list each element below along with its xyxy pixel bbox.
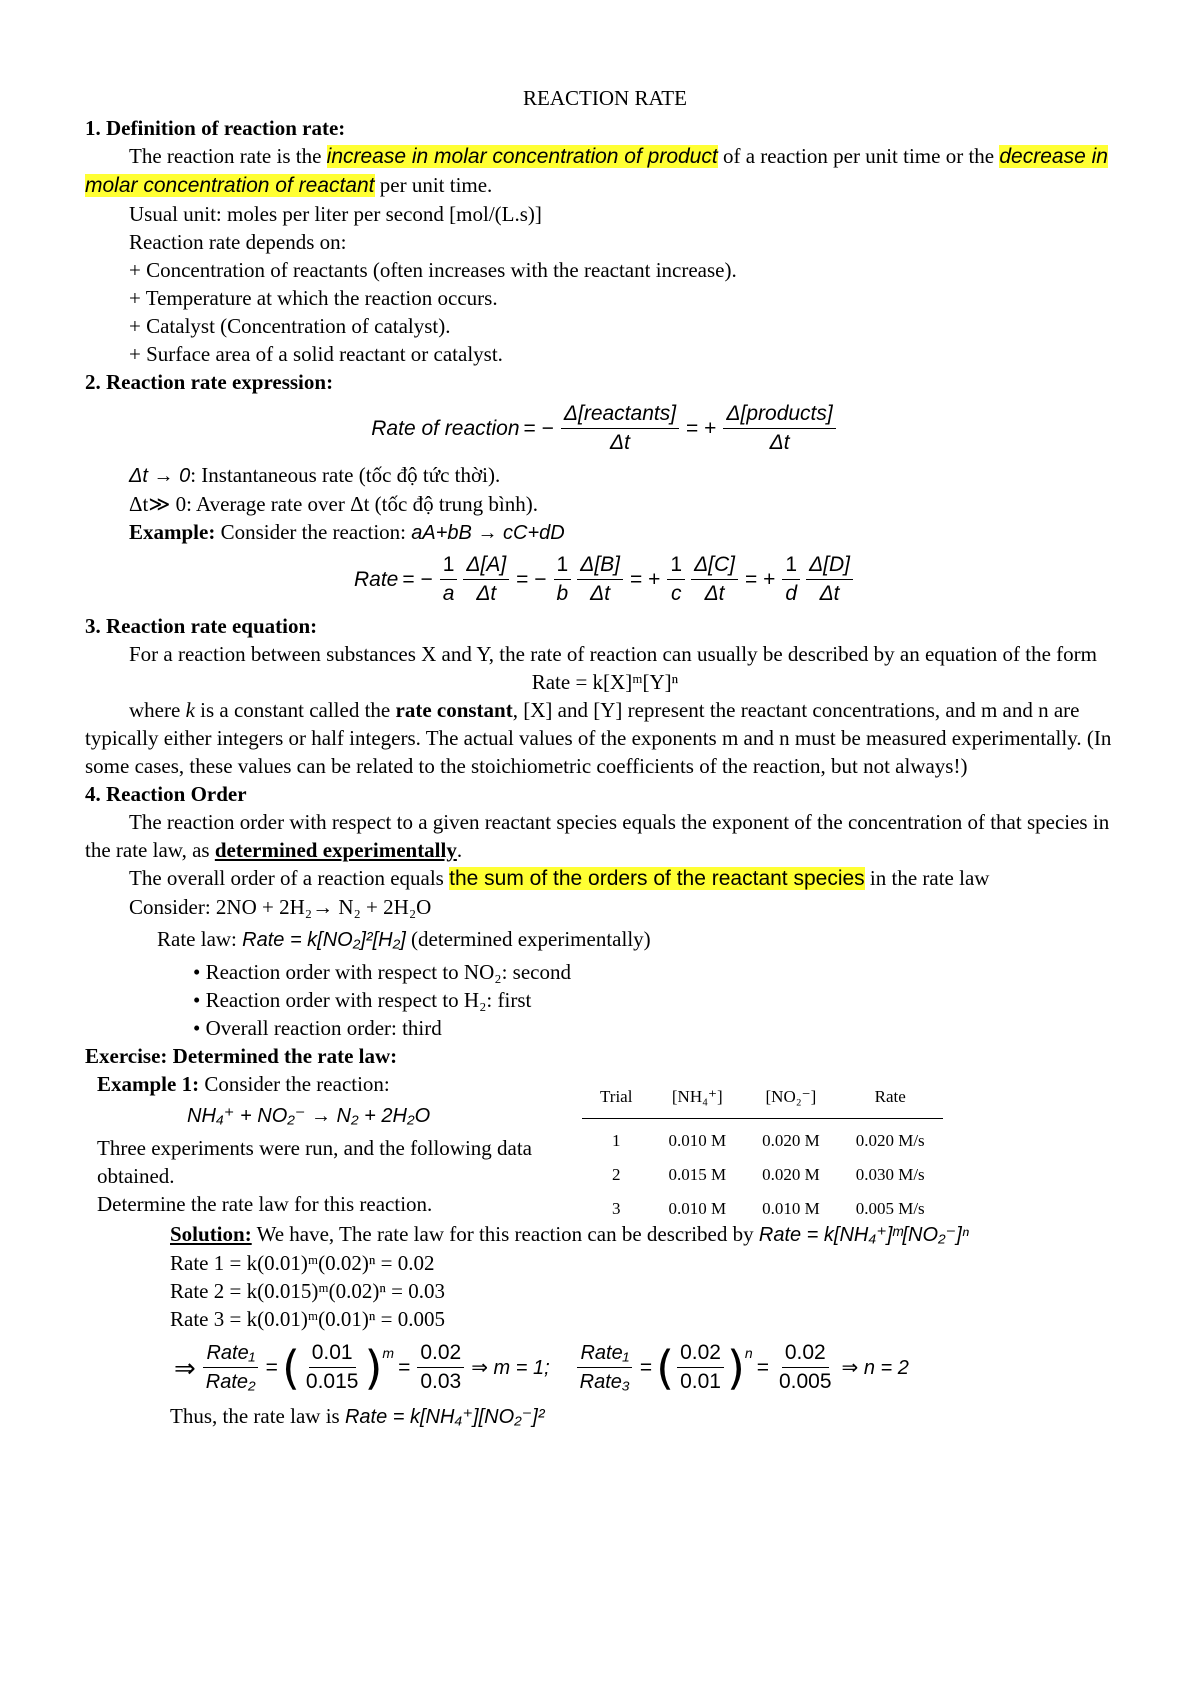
table-header-row xyxy=(582,1076,943,1119)
term-coefficient: $\frac{1}{d}$ xyxy=(782,551,800,608)
definition-paragraph xyxy=(85,142,1125,200)
order-bullet: • Overall reaction order: third xyxy=(193,1016,442,1040)
order-bullet: • Reaction order with respect to H₂: first xyxy=(193,988,532,1012)
table-header: Trial xyxy=(582,1076,650,1119)
table-row xyxy=(582,1158,943,1192)
table-header: Rate xyxy=(838,1076,943,1119)
table-cell: 0.030 M/s xyxy=(855,1165,925,1184)
section-4-heading: 4. Reaction Order xyxy=(85,782,247,806)
table-cell: 0.010 M xyxy=(668,1199,727,1218)
term-fraction: $\frac{\Delta[D]}{\Delta t}$ xyxy=(806,551,853,608)
rate-expression-equation: Rate of reaction = − $\frac{\text{Δ[reactants]}}{\Delta t}$ = + $\frac{\text{Δ[products]}}{\Delta t}$ xyxy=(85,400,1125,457)
document xyxy=(85,84,1125,1431)
highlight-sum-orders: the sum of the orders of the reactant species xyxy=(449,867,865,890)
page-title: REACTION RATE xyxy=(523,86,687,110)
ratio-1-paren: $\frac{0.01}{0.015}$ xyxy=(305,1341,359,1393)
table-cell: 2 xyxy=(611,1165,621,1184)
rate-constant-paragraph: where k is a constant called the rate constant, [X] and [Y] represent the reactant concentrations, and m and n are typically either integers or half integers. The actual values of the exponents m and n must be measured experimentally. (In some cases, these values can be related to the stoichiometric coefficients of the reaction, but not always!) xyxy=(85,698,1112,778)
ratio-1-result: ⇒ m = 1; xyxy=(471,1356,550,1379)
term-fraction: $\frac{\Delta[B]}{\Delta t}$ xyxy=(577,551,623,608)
eq-lhs: Rate of reaction xyxy=(371,416,520,440)
rate-law-line: Rate law: Rate = k[NO₂]²[H₂] (determined experimentally) xyxy=(157,927,651,951)
order-paragraph-2: The overall order of a reaction equals the sum of the orders of the reactant species in the rate law xyxy=(129,866,990,890)
term-fraction: $\frac{\Delta[A]}{\Delta t}$ xyxy=(463,551,509,608)
table-cell: 3 xyxy=(611,1199,621,1218)
final-rate-law-eq: Rate = k[NH₄⁺][NO₂⁻]² xyxy=(344,1406,545,1428)
table-row xyxy=(582,1119,943,1159)
ratio-1-lhs: $\frac{\text{Rate₁}}{\text{Rate₂}}$ xyxy=(203,1339,259,1396)
highlight-increase: increase in molar concentration of product xyxy=(326,145,718,168)
definition-text-b: of a reaction per unit time or the xyxy=(717,144,1000,168)
trial-data-table xyxy=(582,1076,943,1226)
depends-item: + Surface area of a solid reactant or catalyst. xyxy=(129,342,503,366)
example-1-desc: Three experiments were run, and the following data obtained. xyxy=(97,1136,533,1188)
term-coefficient: $\frac{1}{b}$ xyxy=(554,551,572,608)
example-1-reaction: NH₄⁺ + NO₂⁻ → N₂ + 2H₂O xyxy=(187,1105,431,1127)
table-cell: 0.015 M xyxy=(668,1165,727,1184)
solution-rate-law: Rate = k[NH₄⁺]ᵐ[NO₂⁻]ⁿ xyxy=(758,1224,970,1246)
average-rate: Δt≫ 0: Average rate over Δt (tốc độ trung bình). xyxy=(129,492,538,516)
table-header: [NO₂⁻] xyxy=(744,1076,838,1119)
term-sign: = + xyxy=(630,567,661,591)
table-cell: 1 xyxy=(611,1131,621,1150)
section-3-heading: 3. Reaction rate equation: xyxy=(85,614,318,638)
rate-2: Rate 2 = k(0.015)ᵐ(0.02)ⁿ = 0.03 xyxy=(170,1279,446,1303)
fraction-products: $\frac{\text{Δ[products]}}{\Delta t}$ xyxy=(723,400,835,457)
rate-equation-intro: For a reaction between substances X and Y, the rate of reaction can usually be described by an equation of the form xyxy=(129,642,1097,666)
term-coefficient: $\frac{1}{a}$ xyxy=(440,551,458,608)
ratio-1-value: $\frac{0.02}{0.03}$ xyxy=(417,1339,464,1396)
solution-line: Solution: We have, The rate law for this reaction can be described by Rate = k[NH₄⁺]ᵐ[NO₂⁻]ⁿ xyxy=(170,1222,970,1246)
example-1-label: Example 1: xyxy=(97,1072,200,1096)
highlight-decrease: decrease in molar concentration of reactant xyxy=(85,145,1108,197)
ratio-equations: ⇒ $\frac{\text{Rate₁}}{\text{Rate₂}}$ = ( $\frac{0.01}{0.015}$ ) $^m$ = $\frac{0.02}{0.03}$ ⇒ m = 1; $\frac{\text{Rate₁}}{\text{Rate₃}}$ = ( $\frac{0.02}{0.01}$ ) $^n$ = $\frac{0.02}{0.005}$ ⇒ n = 2 xyxy=(174,1340,909,1395)
term-coefficient: $\frac{1}{c}$ xyxy=(667,551,685,608)
rate-lhs: Rate xyxy=(353,567,399,591)
rate-terms-equation xyxy=(85,551,1125,608)
depends-on: Reaction rate depends on: xyxy=(129,230,347,254)
term-sign: = − xyxy=(516,567,547,591)
table-cell: 0.005 M/s xyxy=(855,1199,925,1218)
usual-unit: Usual unit: moles per liter per second [mol/(L.s)] xyxy=(129,202,542,226)
instantaneous-rate: Δt → 0: Instantaneous rate (tốc độ tức thời). xyxy=(129,463,501,487)
ratio-2-lhs: $\frac{\text{Rate₁}}{\text{Rate₃}}$ xyxy=(577,1339,633,1396)
order-paragraph-1: The reaction order with respect to a given reactant species equals the exponent of the concentration of that species in the rate law, as determined experimentally. xyxy=(85,810,1110,862)
exercise-heading: Exercise: Determined the rate law: xyxy=(85,1044,398,1068)
section-2-heading: 2. Reaction rate expression: xyxy=(85,370,334,394)
table-cell: 0.020 M xyxy=(762,1131,820,1150)
example-1-text: Example 1: Consider the reaction: NH₄⁺ + NO₂⁻ → N₂ + 2H₂O Three experiments were run, and the following data obtained. Determine the rate law for this reaction. xyxy=(97,1070,567,1218)
ratio-2-result: ⇒ n = 2 xyxy=(841,1356,909,1379)
solution-label: Solution: xyxy=(170,1222,252,1246)
table-cell: 0.020 M/s xyxy=(855,1131,925,1150)
example-reaction: Example: Consider the reaction: aA+bB → cC+dD xyxy=(129,520,565,544)
consider-reaction: Consider: 2NO + 2H₂→ N₂ + 2H₂O xyxy=(129,895,432,919)
fraction-reactants: $\frac{\text{Δ[reactants]}}{\Delta t}$ xyxy=(561,400,679,457)
example-1-task: Determine the rate law for this reaction. xyxy=(97,1192,433,1216)
ratio-2-paren: $\frac{0.02}{0.01}$ xyxy=(677,1339,724,1396)
rate-1: Rate 1 = k(0.01)ᵐ(0.02)ⁿ = 0.02 xyxy=(170,1251,435,1275)
rate-3: Rate 3 = k(0.01)ᵐ(0.01)ⁿ = 0.005 xyxy=(170,1307,446,1331)
table-cell: 0.010 M xyxy=(668,1131,727,1150)
definition-text-a: The reaction rate is the xyxy=(129,144,327,168)
term-sign: = − xyxy=(402,567,433,591)
table-cell: 0.010 M xyxy=(762,1199,820,1218)
table-cell: 0.020 M xyxy=(762,1165,820,1184)
depends-item: + Concentration of reactants (often increases with the reactant increase). xyxy=(129,258,737,282)
term-fraction: $\frac{\Delta[C]}{\Delta t}$ xyxy=(691,551,738,608)
example-1-block xyxy=(85,1070,1125,1220)
depends-item: + Catalyst (Concentration of catalyst). xyxy=(129,314,451,338)
order-bullet: • Reaction order with respect to NO₂: second xyxy=(193,960,571,984)
ratio-2-value: $\frac{0.02}{0.005}$ xyxy=(778,1341,832,1393)
table-header: [NH₄⁺] xyxy=(650,1076,744,1119)
section-1-heading: 1. Definition of reaction rate: xyxy=(85,116,346,140)
final-rate-law: Thus, the rate law is Rate = k[NH₄⁺][NO₂⁻]² xyxy=(170,1404,545,1428)
table-row xyxy=(582,1192,943,1226)
rate-equation: Rate = k[X]ᵐ[Y]ⁿ xyxy=(531,670,679,694)
depends-item: + Temperature at which the reaction occurs. xyxy=(129,286,498,310)
definition-text-c: per unit time. xyxy=(374,173,493,197)
term-sign: = + xyxy=(745,567,776,591)
